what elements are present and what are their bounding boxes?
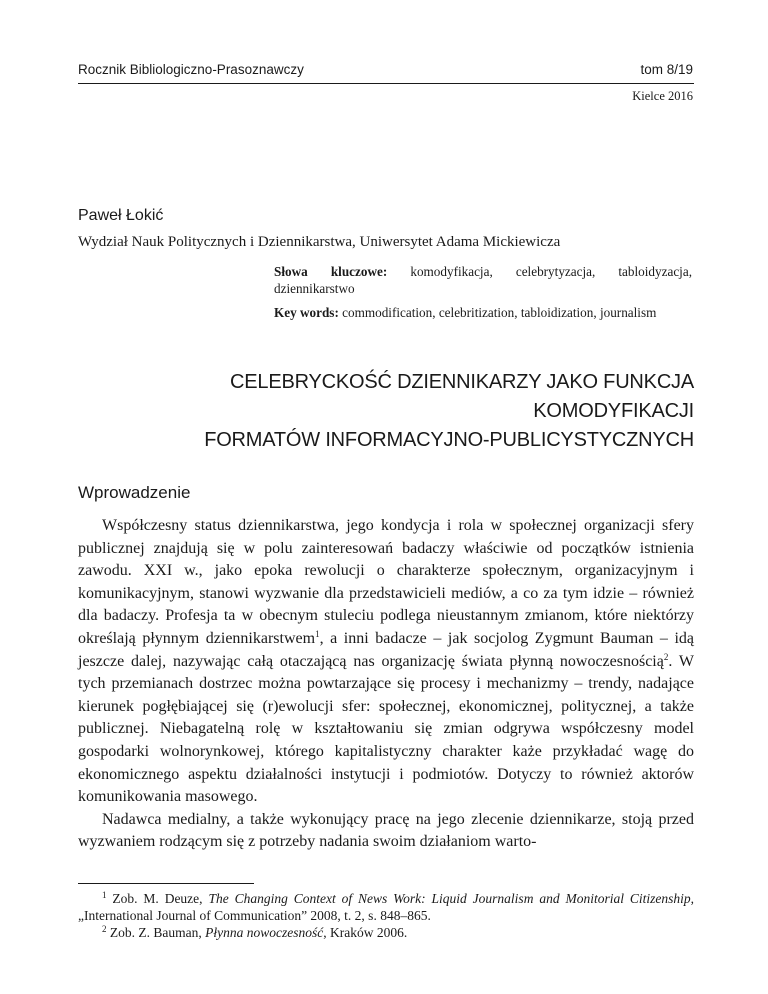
- footnote-1-number: 1: [102, 890, 107, 900]
- keywords-english-label: Key words:: [274, 305, 339, 320]
- keywords-english: [274, 305, 692, 322]
- body-paragraph-1: [78, 515, 694, 809]
- footnote-1-title: The Changing Context of News Work: Liquid Journalism and Monitorial Citizenship: [208, 891, 691, 906]
- footnote-ref-2: 2: [663, 651, 669, 662]
- article-title: [78, 368, 694, 455]
- body-paragraph-1-part-a: Współczesny status dziennikarstwa, jego kondycja i rola w społecznej organizacji sfery publicznej znajdują się w polu zainteresowań badaczy właściwie od początków istnienia zawodu. XXI w., jako epoka rewolucji o charakterze społecznym, organizacyjnym i komunikacyjnym, stanowi wyzwanie dla przedstawicieli mediów, a co za tym idzie – również dla badaczy. Profesja ta w obecnym stuleciu podlega nieustannym zmianom, które niektórzy określają płynnym dziennikarstwem: [78, 517, 694, 647]
- author-affiliation: Wydział Nauk Politycznych i Dziennikarstwa, Uniwersytet Adama Mickiewicza: [78, 234, 561, 250]
- body-paragraph-1-part-b: , a inni badacze – jak socjolog Zygmunt Bauman – idą jeszcze dalej, nazywając całą otaczającą nas organizację świata płynną nowoczesnością: [78, 629, 695, 670]
- author-name: Paweł Łokić: [78, 207, 164, 224]
- header-rule: [78, 83, 694, 84]
- body-paragraph-1-part-c: . W tych przemianach dostrzec można powtarzające się procesy i mechanizmy – trendy, nadające kierunek pogłębiającej się (r)ewolucji sfer: społecznej, ekonomicznej, politycznej, a także publicznej. Niebagatelną rolę w kształtowaniu się zmian odgrywa współczesny model gospodarki wolnorynkowej, którego kapitalistyczny charakter każe przykładać wagę do ekonomicznego aspektu działalności instytucji i podmiotów. Dotyczy to również aktorów komunikowania masowego.: [78, 652, 695, 806]
- keywords-polish-label: Słowa kluczowe:: [274, 264, 388, 279]
- footnote-rule: [78, 883, 254, 884]
- body-paragraph-2: Nadawca medialny, a także wykonujący pracę na jego zlecenie dziennikarze, stoją przed wyzwaniem rodzącym się z potrzeby nadania swoim działaniom warto-: [78, 810, 694, 851]
- keywords-polish: [274, 264, 692, 297]
- footnote-2: [78, 924, 694, 941]
- footnote-ref-1: 1: [315, 628, 320, 639]
- keywords-polish-text: komodyfikacja, celebrytyzacja, tabloidyzacja, dziennikarstwo: [274, 264, 692, 296]
- footnote-2-number: 2: [102, 924, 107, 934]
- footnote-1-part-a: Zob. M. Deuze,: [112, 891, 209, 906]
- running-header-journal: Rocznik Bibliologiczno-Prasoznawczy: [78, 62, 304, 77]
- section-heading: Wprowadzenie: [78, 483, 191, 502]
- footnote-2-part-b: , Kraków 2006.: [323, 925, 408, 940]
- body-text: [78, 515, 694, 854]
- keywords-english-text: commodification, celebritization, tabloidization, journalism: [342, 305, 657, 320]
- footnote-2-part-a: Zob. Z. Bauman,: [109, 925, 206, 940]
- article-title-line-1: CELEBRYCKOŚĆ DZIENNIKARZY JAKO FUNKCJA KOMODYFIKACJI: [230, 371, 694, 422]
- footnote-1-part-b: , „International Journal of Communication” 2008, t. 2, s. 848–865.: [78, 891, 694, 923]
- footnote-1: [78, 890, 694, 924]
- running-header-volume: tom 8/19: [640, 62, 693, 77]
- running-header-place-year: Kielce 2016: [632, 89, 693, 103]
- footnotes: [78, 890, 694, 941]
- footnote-2-title: Płynna nowoczesność: [205, 925, 324, 940]
- article-title-line-2: FORMATÓW INFORMACYJNO-PUBLICYSTYCZNYCH: [204, 429, 694, 451]
